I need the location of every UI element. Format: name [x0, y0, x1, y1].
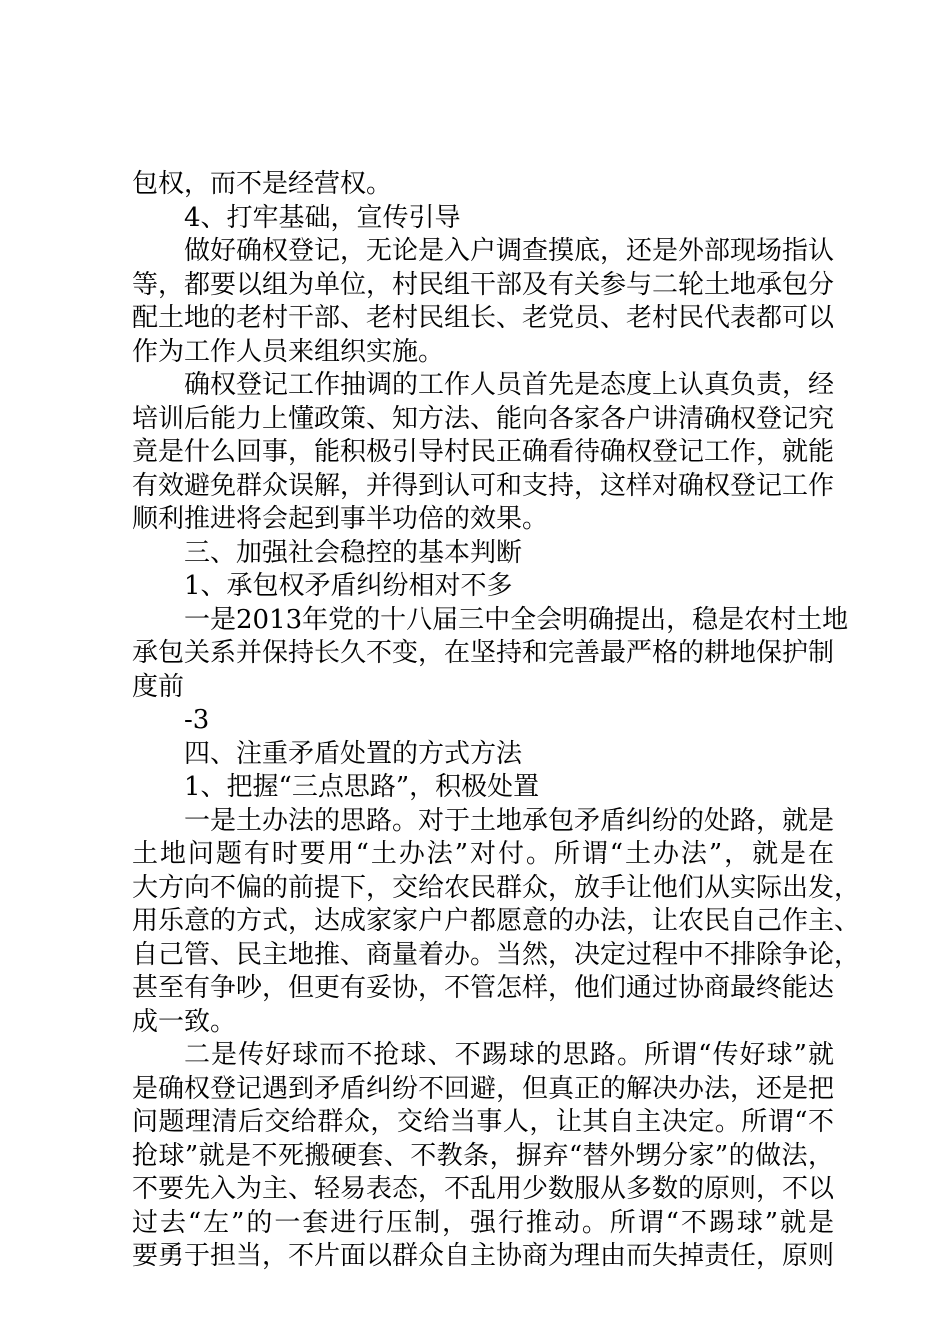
section-heading: 1、把握“三点思路”，积极处置 — [184, 772, 540, 802]
paragraph-line: 二是传好球而不抢球、不踢球的思路。所谓“传好球”就 — [184, 1040, 834, 1070]
paragraph-line: 配土地的老村干部、老村民组长、老党员、老村民代表都可以 — [132, 303, 835, 333]
paragraph-line: 一是土办法的思路。对于土地承包矛盾纠纷的处路，就是 — [184, 805, 835, 836]
paragraph-line: 用乐意的方式，达成家家户户都愿意的办法，让农民自己作主、 — [132, 906, 861, 936]
section-heading: 1、承包权矛盾纠纷相对不多 — [184, 571, 513, 601]
paragraph-line: 培训后能力上懂政策、知方法、能向各家各户讲清确权登记究 — [132, 403, 835, 434]
paragraph-line: 做好确权登记，无论是入户调查摸底，还是外部现场指认 — [184, 236, 835, 266]
section-heading: 三、加强社会稳控的基本判断 — [184, 537, 523, 568]
paragraph-line: 承包关系并保持长久不变，在坚持和完善最严格的耕地保护制 — [132, 638, 835, 668]
paragraph-line: 大方向不偏的前提下，交给农民群众，放手让他们从实际出发， — [132, 872, 861, 903]
paragraph-line: 度前 — [132, 671, 185, 702]
paragraph-line: 过去“左”的一套进行压制，强行推动。所谓“不踢球”就是 — [132, 1207, 834, 1238]
paragraph-line: 甚至有争吵，但更有妥协，不管怎样，他们通过协商最终能达 — [132, 973, 835, 1003]
page-number: -3 — [184, 705, 210, 735]
paragraph-line: 顺利推进将会起到事半功倍的效果。 — [132, 504, 549, 534]
paragraph-line: 作为工作人员来组织实施。 — [132, 336, 445, 367]
paragraph-line: 确权登记工作抽调的工作人员首先是态度上认真负责，经 — [184, 370, 835, 400]
paragraph-line: 要勇于担当，不片面以群众自主协商为理由而失掉责任，原则 — [132, 1241, 835, 1271]
paragraph-line: 一是2013年党的十八届三中全会明确提出，稳是农村土地 — [184, 604, 849, 635]
paragraph-line: 等，都要以组为单位，村民组干部及有关参与二轮土地承包分 — [132, 269, 835, 300]
text-line: 包权，而不是经营权。 — [132, 169, 393, 199]
paragraph-line: 竟是什么回事，能积极引导村民正确看待确权登记工作，就能 — [132, 437, 835, 467]
paragraph-line: 抢球”就是不死搬硬套、不教条，摒弃“替外甥分家”的做法， — [132, 1140, 834, 1171]
section-heading: 四、注重矛盾处置的方式方法 — [184, 738, 523, 769]
paragraph-line: 是确权登记遇到矛盾纠纷不回避，但真正的解决办法，还是把 — [132, 1073, 835, 1104]
paragraph-line: 成一致。 — [132, 1006, 237, 1037]
paragraph-line: 不要先入为主、轻易表态，不乱用少数服从多数的原则，不以 — [132, 1174, 835, 1204]
paragraph-line: 土地问题有时要用“土办法”对付。所谓“土办法”，就是在 — [132, 839, 834, 869]
paragraph-line: 自己管、民主地推、商量着办。当然，决定过程中不排除争论， — [132, 939, 861, 970]
document-body — [132, 168, 861, 1274]
section-heading: 4、打牢基础，宣传引导 — [184, 202, 461, 233]
paragraph-line: 有效避免群众误解，并得到认可和支持，这样对确权登记工作 — [132, 470, 835, 501]
paragraph-line: 问题理清后交给群众，交给当事人，让其自主决定。所谓“不 — [132, 1107, 834, 1137]
